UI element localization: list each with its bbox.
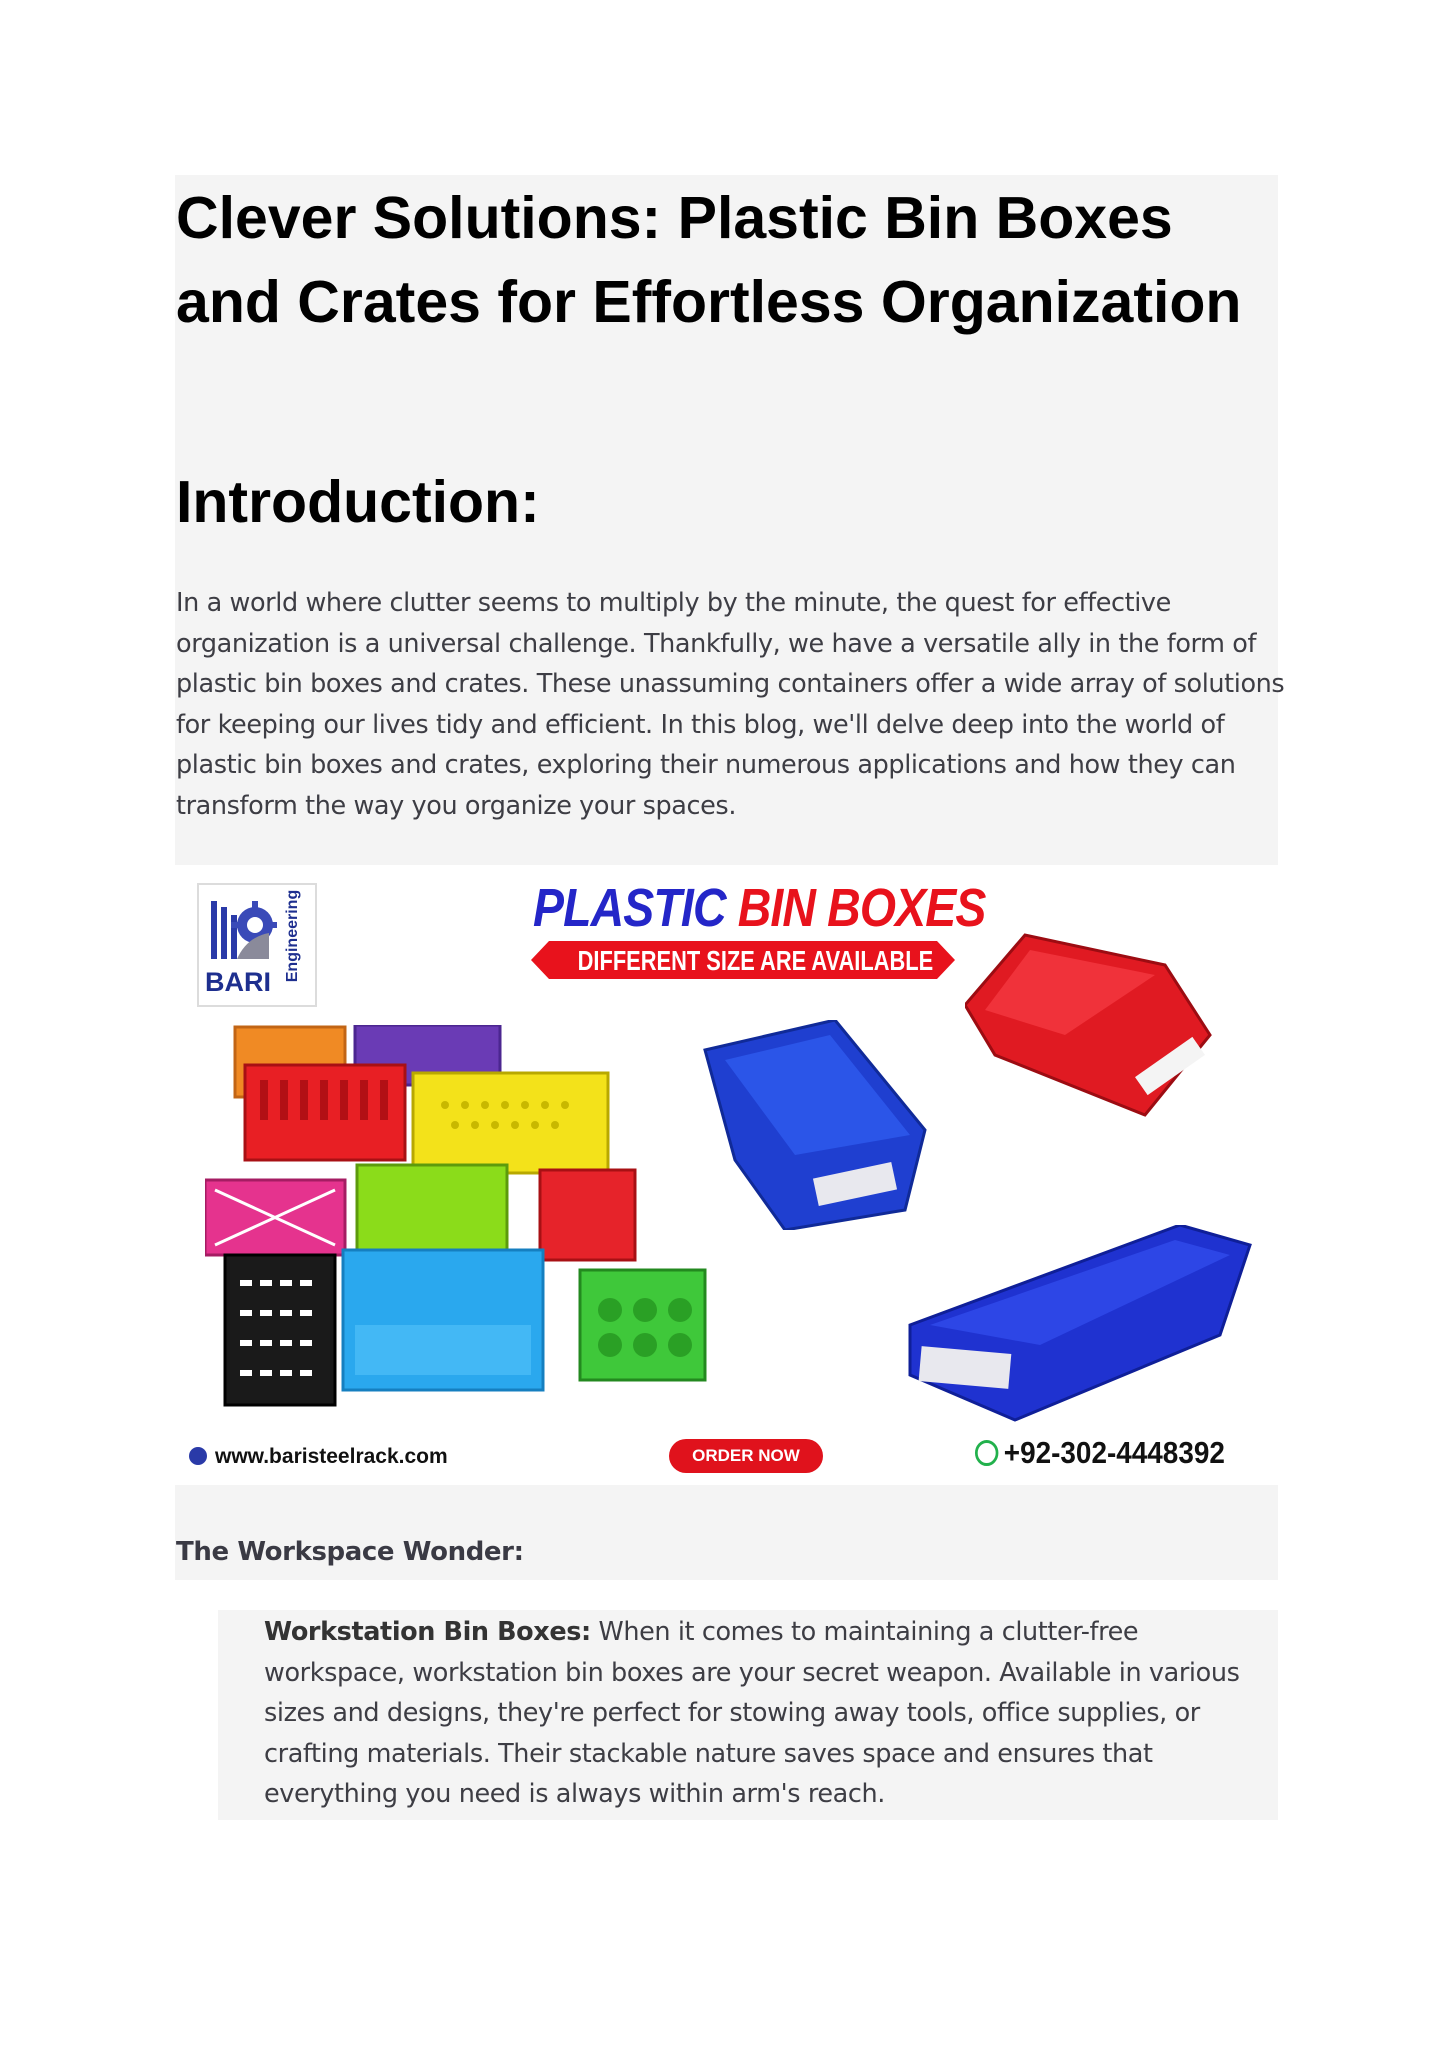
workspace-heading: The Workspace Wonder: <box>176 1537 524 1567</box>
gear-logo-icon <box>207 893 277 963</box>
headline-bin-boxes: BIN BOXES <box>737 878 986 938</box>
blue-bin-top <box>695 1020 945 1230</box>
website-link[interactable] <box>189 1445 448 1469</box>
cyan-crate <box>343 1250 543 1390</box>
workstation-paragraph <box>264 1612 1274 1815</box>
small-red-crate <box>540 1170 635 1260</box>
logo-engineering-text: Engineering <box>284 889 301 983</box>
lime-crate <box>357 1165 507 1250</box>
order-now-button[interactable]: ORDER NOW <box>669 1439 823 1473</box>
crates-illustration <box>205 1025 735 1425</box>
product-banner-image <box>175 865 1278 1485</box>
website-text: www.baristeelrack.com <box>215 1445 448 1468</box>
blue-bin-bottom <box>900 1225 1260 1425</box>
headline-plastic: PLASTIC <box>533 878 726 938</box>
logo-engineering-text-wrap <box>277 889 307 993</box>
black-crate <box>225 1255 335 1405</box>
pink-crate <box>205 1180 345 1255</box>
workstation-text: When it comes to maintaining a clutter-free workspace, workstation bin boxes are your secret weapon. Available in various sizes and designs, they're perfect for stowing away tools, office supplies, or crafting materials. Their stackable nature saves space and ensures that everything you need is always within arm's reach. <box>264 1617 1240 1809</box>
intro-heading: Introduction: <box>176 469 540 535</box>
red-crate <box>245 1065 405 1160</box>
whatsapp-icon <box>975 1440 998 1466</box>
size-ribbon <box>531 941 955 979</box>
workstation-label: Workstation Bin Boxes: <box>264 1617 591 1647</box>
banner-headline <box>533 877 986 939</box>
globe-icon <box>189 1447 207 1465</box>
yellow-crate <box>413 1073 608 1173</box>
ribbon-text: DIFFERENT SIZE ARE AVAILABLE <box>577 945 934 976</box>
page-title: Clever Solutions: Plastic Bin Boxes and Crates for Effortless Organization <box>176 185 1242 335</box>
bari-engineering-logo <box>197 883 317 1007</box>
green-bottle-crate <box>580 1270 705 1380</box>
phone-number[interactable] <box>975 1435 1225 1471</box>
logo-bari-text: BARI <box>205 967 271 997</box>
red-bin <box>965 925 1215 1125</box>
phone-text: +92-302-4448392 <box>1003 1435 1225 1470</box>
intro-paragraph: In a world where clutter seems to multiply by the minute, the quest for effective organization is a universal challenge. Thankfully, we have a versatile ally in the form of plastic bin boxes and crates. These unassuming containers offer a wide array of solutions for keeping our lives tidy and efficient. In this blog, we'll delve deep into the world of plastic bin boxes and crates, exploring their numerous applications and how they can transform the way you organize your spaces. <box>176 588 1285 821</box>
